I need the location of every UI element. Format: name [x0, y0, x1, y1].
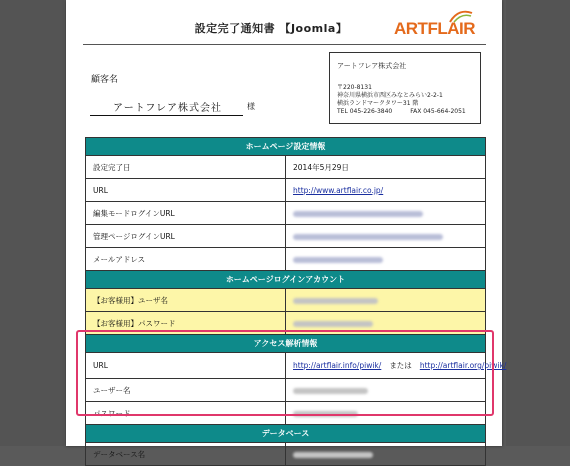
sender-building: 横浜ランドマークタワー31 階 — [337, 100, 419, 107]
redacted-text — [293, 298, 378, 304]
section-header-access-analysis: アクセス解析情報 — [86, 335, 486, 353]
row-label: 【お客様用】ユーザ名 — [86, 289, 286, 312]
or-text: または — [389, 361, 412, 370]
redacted-text — [293, 452, 373, 458]
section-header-login-account: ホームページログインアカウント — [86, 271, 486, 289]
sender-company: アートフレア株式会社 — [337, 62, 407, 70]
table-row — [86, 443, 486, 466]
customer-name-underline — [90, 115, 243, 116]
section-header-homepage-settings: ホームページ設定情報 — [86, 138, 486, 156]
sender-address-box — [329, 52, 481, 124]
access-analysis-highlight-frame — [76, 330, 494, 416]
sender-address-lines — [337, 84, 477, 116]
table-row — [86, 225, 486, 248]
table-row — [86, 179, 486, 202]
sender-address: 神奈川県横浜市西区みなとみらい2-2-1 — [337, 92, 443, 99]
redacted-value — [286, 289, 486, 312]
redacted-link — [293, 257, 383, 263]
row-label: 【お客様用】パスワード — [86, 312, 286, 335]
row-label: 編集モードログインURL — [86, 202, 286, 225]
site-url-cell — [286, 179, 486, 202]
redacted-value — [286, 443, 486, 466]
sender-fax: FAX 045-664-2051 — [410, 108, 466, 115]
row-label: URL — [86, 353, 286, 379]
redacted-link — [293, 211, 423, 217]
table-row — [86, 202, 486, 225]
honorific: 様 — [247, 102, 255, 111]
row-label: パスワード — [86, 402, 286, 425]
logo-swoosh-icon — [448, 10, 474, 24]
piwik-org-link[interactable]: http://artflair.org/piwik/ — [419, 361, 507, 370]
artflair-logo: ARTFLAIR — [394, 19, 475, 38]
document-title: 設定完了通知書 【Joomla】 — [194, 22, 348, 35]
row-label: 管理ページログインURL — [86, 225, 286, 248]
row-label: ユーザー名 — [86, 379, 286, 402]
row-label: URL — [86, 179, 286, 202]
row-label: 設定完了日 — [86, 156, 286, 179]
redacted-value — [286, 202, 486, 225]
section-header-database: データベース — [86, 425, 486, 443]
row-value: 2014年5月29日 — [286, 156, 486, 179]
redacted-link — [293, 234, 443, 240]
redacted-text — [293, 321, 373, 327]
redacted-value — [286, 225, 486, 248]
table-row — [86, 156, 486, 179]
sender-postal: 〒220-8131 — [337, 84, 372, 91]
title-divider — [83, 44, 486, 45]
sender-tel: TEL 045-226-3840 — [337, 108, 393, 115]
table-row — [86, 248, 486, 271]
viewer-background-left — [0, 0, 64, 446]
piwik-info-link[interactable]: http://artflair.info/piwik/ — [293, 361, 382, 370]
row-label: データベース名 — [86, 443, 286, 466]
viewer-background-right — [506, 0, 570, 446]
settings-table — [85, 137, 507, 466]
site-url-link[interactable]: http://www.artflair.co.jp/ — [293, 185, 384, 195]
redacted-value — [286, 248, 486, 271]
sender-phone-line — [337, 108, 477, 116]
table-row — [86, 289, 486, 312]
customer-label: 顧客名 — [91, 75, 119, 85]
row-label: メールアドレス — [86, 248, 286, 271]
customer-name: アートフレア株式会社 — [113, 103, 222, 114]
